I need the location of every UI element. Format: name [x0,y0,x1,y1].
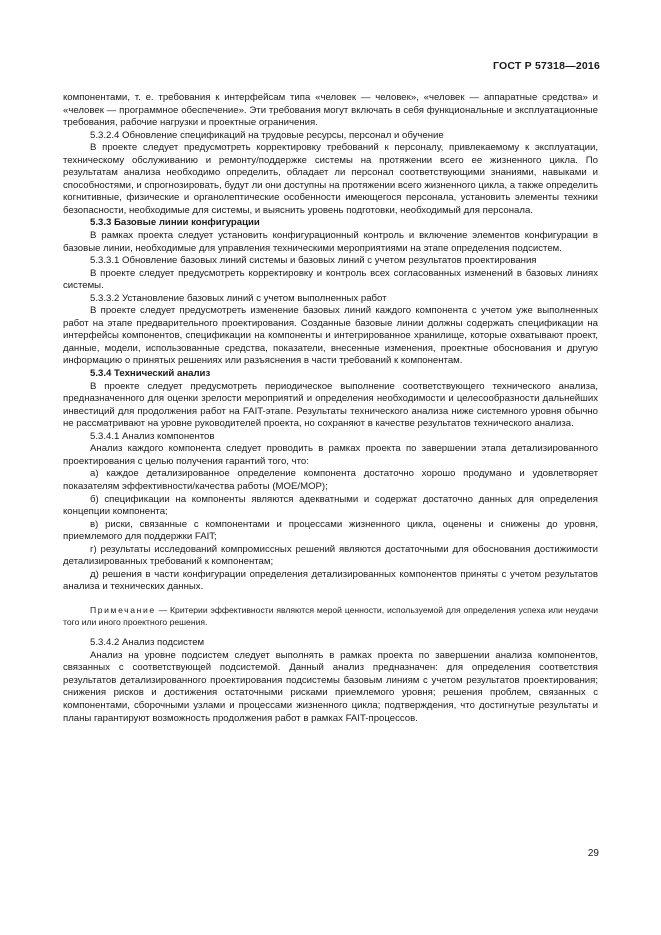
list-item: б) спецификации на компоненты являются адекватными и содержат достаточно данных для определения концепции компонента; [63,493,598,518]
paragraph: Анализ на уровне подсистем следует выполнять в рамках проекта по завершении анализа компонентов, связанных с соответствующей подсистемой. Данный анализ предназначен: для определения соответствия результатов детализированного проектирования подсистемы базовым линиям с учетом результатов проектирования; снижения рисков и достижения остаточными рисками приемлемого уровня; решения проблем, связанных с компонентами, сборочными узлами и процессами жизненного цикла; подтверждения, что достигнутые результаты и планы гарантируют возможность продолжения работ в рамках FAIT-процессов. [63,649,598,724]
paragraph: В проекте следует предусмотреть корректировку требований к персоналу, привлекаемому к эксплуатации, техническому обслуживанию и ремонту/поддержке системы на протяжении всего ее жизненного цикла. По результатам анализа необходимо определить, обладает ли персонал соответствующими знаниями, навыками и способностями, и спрогнозировать, будут ли они доступны на протяжении всего жизненного цикла, а также определить когнитивные, физические и органолептические особенности имеющегося персонала, установить элементы техники безопасности, необходимые для системы, и выяснить уровень подготовки, необходимый для персонала. [63,142,598,216]
paragraph: В проекте следует предусмотреть корректировку и контроль всех согласованных изменений в базовых линиях системы. [63,267,598,292]
section-heading-5-3-4: 5.3.4 Технический анализ [90,368,211,380]
section-heading-5-3-4-2: 5.3.4.2 Анализ подсистем [90,637,205,649]
paragraph: В проекте следует предусмотреть изменение базовых линий каждого компонента с учетом уже выполненных работ на этапе предварительного проектирования. Созданные базовые линии должны содержать спецификации на интерфейсы компонентов, спецификации на компоненты и интегрированное хранилище, которые охватывают проект, данные, модели, использованные средства, показатели, внесенные изменения, проектные обоснования и другую информацию о принятых решениях или разъяснения в части требований к компонентам. [63,305,598,367]
paragraph: В рамках проекта следует установить конфигурационный контроль и включение элементов конфигурации в базовые линии, необходимые для управления техническими мероприятиями на этапе определения подсистем. [63,230,598,254]
list-item: а) каждое детализированное определение компонента достаточно хорошо продумано и удовлетворяет показателям эффективности/качества работы (MOE/MOP); [63,468,598,492]
paragraph: Анализ каждого компонента следует проводить в рамках проекта по завершении этапа детализированного проектирования с целью получения гарантий того, что: [63,443,598,467]
paragraph: В проекте следует предусмотреть периодическое выполнение соответствующего технического анализа, предназначенного для оценки зрелости мероприятий и определения необходимости и целесообразности дальнейших инвестиций для продолжения работ на FAIT-этапе. Результаты технического анализа ниже системного уровня обычно не рассматривают на уровне руководителей проекта, но сохраняют в качестве результатов технического анализа. [63,380,598,430]
section-heading-5-3-3-2: 5.3.3.2 Установление базовых линий с учетом выполненных работ [90,292,387,304]
page-number: 29 [587,848,599,859]
note-label: Примечание [90,604,156,615]
paragraph: компонентами, т. е. требования к интерфейсам типа «человек — человек», «человек — аппаратные средства» и «человек — программное обеспечение». Эти требования могут включать в себя функциональные и эксплуатационные требования, рабочие нагрузки и проектные ограничения. [63,92,598,129]
section-heading-5-3-3-1: 5.3.3.1 Обновление базовых линий системы и базовых линий с учетом результатов проектирования [90,255,537,267]
section-heading-5-3-4-1: 5.3.4.1 Анализ компонентов [90,430,215,442]
note [63,604,598,628]
list-item: г) результаты исследований компромиссных решений являются достаточными для обоснования достижимости детализированных требований к компонентам; [63,543,598,568]
section-heading-5-3-3: 5.3.3 Базовые линии конфигурации [90,217,260,229]
list-item: в) риски, связанные с компонентами и процессами жизненного цикла, оценены и снижены до уровня, приемлемого для поддержки FAIT; [63,518,598,543]
note-text: — Критерии эффективности являются мерой ценности, используемой для определения успеха или неудачи того или иного проектного решения. [63,604,598,628]
document-header: ГОСТ Р 57318—2016 [492,60,600,72]
document-body [63,92,598,725]
list-item: д) решения в части конфигурации определения детализированных компонентов приняты с учетом результатов анализа и технических данных. [63,568,598,593]
section-heading-5-3-2-4: 5.3.2.4 Обновление спецификаций на трудовые ресурсы, персонал и обучение [90,129,444,141]
